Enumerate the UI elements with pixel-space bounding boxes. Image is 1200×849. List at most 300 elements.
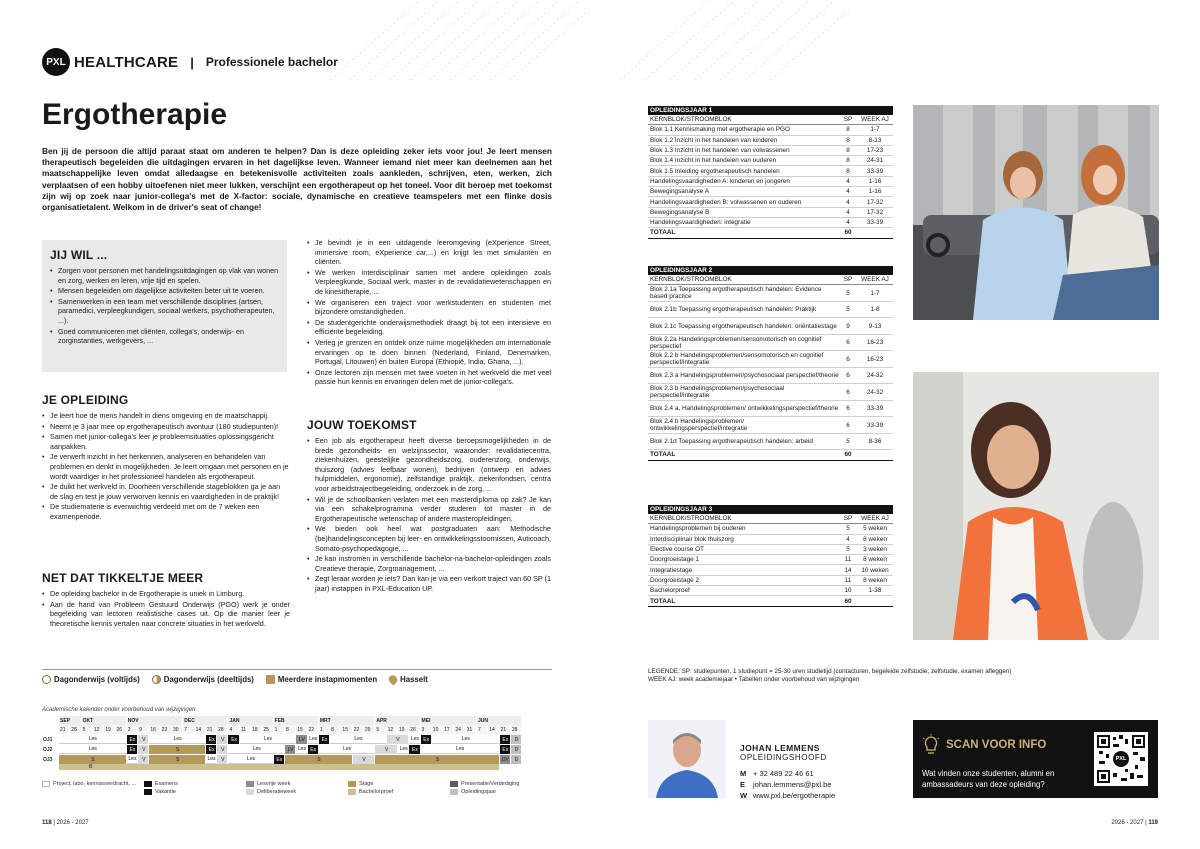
list-item: • De studiematerie is evenwichtig verdeeld met om de 7 weken een examenperiode. xyxy=(42,502,290,521)
list-item: • Samen met junior-collega's leer je probleemsituaties oplossingsgericht aanpakken. xyxy=(42,432,290,451)
table-cell: 6 xyxy=(846,372,850,380)
table-cell: Blok 2.2a Handelingsproblemen/sensomotorisch en cognitief perspectief xyxy=(650,335,822,350)
scan-text: Wat vinden onze studenten, alumni en ambassadeurs van deze opleiding? xyxy=(922,769,1055,789)
list-item: • Goed communiceren met cliënten, collega's, onderwijs- en zorginstanties, werkgevers, ... xyxy=(50,327,279,346)
table-cell: 8-13 xyxy=(868,136,882,144)
location-pin-icon xyxy=(387,673,399,685)
table-title: OPLEIDINGSJAAR 2 xyxy=(648,266,893,275)
calendar-cell: V xyxy=(353,755,376,764)
key-label: Stage xyxy=(359,781,374,787)
je-opleiding-section xyxy=(42,393,290,523)
swatch-icon xyxy=(450,789,458,795)
table-cell: Handelingsvaardigheden A: kinderen en jongeren xyxy=(650,177,790,185)
spacer xyxy=(42,725,59,734)
table-row xyxy=(648,535,893,545)
swatch-icon xyxy=(144,789,152,795)
table-row xyxy=(648,302,893,319)
calendar-cell: Les xyxy=(330,735,387,744)
legend-item xyxy=(389,675,428,684)
footer-years: 2026 - 2027 xyxy=(1111,820,1144,826)
table-cell: SP xyxy=(843,116,853,124)
footer-left: 118 | 2026 - 2027 xyxy=(42,820,89,826)
key-item xyxy=(246,789,348,795)
key-item xyxy=(144,781,246,787)
calendar-cell: V xyxy=(138,755,149,764)
calendar-day: 22 xyxy=(353,725,364,734)
format-legend xyxy=(42,675,428,684)
list-item: • De studentgerichte onderwijsmethodiek draagt bij tot een intensieve en efficiënte begeleiding. xyxy=(307,318,551,337)
calendar-caption: Academische kalender onder voorbehoud van wijzigingen xyxy=(42,707,196,713)
calendar-month: MEI xyxy=(421,716,478,725)
calendar-cell: V xyxy=(138,745,149,754)
section-heading: NET DAT TIKKELTJE MEER xyxy=(42,571,204,585)
list-item: • Een job als ergotherapeut heeft diverse beroepsmogelijkheden in de brede gezondheids- en welzijnssector, waaronder: revalidatiecentra, ziekenhuizen, geestelijke gezondheidszorg, ouderenzorg, onderwijs, thuiszorg (advies leefbaar wonen), bedrijven (ontwerp en advies hulpmiddelen, ergonomie), zelfstandige praktijk, ziekenfondsen, centra voor arbeidstrajectbegeleiding, onderzoek in de zorg, ... xyxy=(307,436,551,494)
calendar-cell: DV xyxy=(500,755,511,764)
table-row xyxy=(648,335,893,352)
scan-heading xyxy=(922,734,1046,756)
table-cell: 8-36 xyxy=(868,438,882,446)
table-row xyxy=(648,208,893,218)
calendar-cell: V xyxy=(217,735,228,744)
calendar-cell: Les xyxy=(128,756,137,762)
table-cell: 10 weken xyxy=(861,566,889,574)
table-cell: Handelingsvaardigheden B: volwassenen en ouderen xyxy=(650,198,802,206)
table-cell: 17-32 xyxy=(866,198,884,206)
table-cell: KERNBLOK/STROOMBLOK xyxy=(650,276,732,284)
table-cell: SP xyxy=(843,515,853,523)
table-year-3 xyxy=(648,505,893,607)
table-cell: 8 xyxy=(846,126,850,134)
key-label: Lesvrije week xyxy=(257,781,291,787)
key-label: Opleidingsjaar xyxy=(461,789,497,795)
web-label: W xyxy=(740,791,748,800)
table-cell: 14 xyxy=(844,566,852,574)
table-cell: Blok 2.3 b Handelingsproblemen/psychosociaal perspectief/integratie xyxy=(650,385,785,400)
table-cell: Blok 2.4 a, Handelingsproblemen/ ontwikkelingsperspectief/theorie xyxy=(650,405,839,413)
key-label: Project, labo, kennisoverdracht, ... xyxy=(53,781,137,787)
table-row xyxy=(648,368,893,385)
calendar-cell: LV xyxy=(296,735,307,744)
table-row xyxy=(648,177,893,187)
scan-info-box xyxy=(913,720,1158,798)
calendar-cell: Ex xyxy=(319,735,330,744)
calendar-cell: Les xyxy=(207,756,216,762)
avatar xyxy=(648,720,726,798)
contact-web xyxy=(740,790,835,801)
calendar-cell: Les xyxy=(432,735,500,744)
list-item: • We organiseren een traject voor werkstudenten en studenten met bijzondere omstandigheden. xyxy=(307,298,551,317)
list-item: • Zegt leraar worden je iets? Dan kan je via een verkort traject van 60 SP (1 jaar) instappen in PXL-Education UP. xyxy=(307,574,551,593)
calendar-cell: Les xyxy=(410,736,419,742)
table-cell: Blok 2.1d Toepassing ergotherapeutisch handelen: arbeid xyxy=(650,438,813,446)
calendar-cell: Ex xyxy=(127,735,138,744)
qr-center-mark: PXL xyxy=(1115,756,1127,762)
contact-block xyxy=(740,743,835,801)
calendar-day: 26 xyxy=(115,725,126,734)
table-header-row xyxy=(648,115,893,125)
calendar-day: 18 xyxy=(251,725,262,734)
table-row xyxy=(648,565,893,575)
calendar-day: 14 xyxy=(488,725,499,734)
table-cell: WEEK AJ xyxy=(861,276,889,284)
calendar-cell: D xyxy=(511,735,522,744)
table-row xyxy=(648,434,893,451)
list-item: • Je duikt het werkveld in. Doorheen verschillende stageblokken ga je aan de slag en test je jouw verworven kennis en vaardigheden in de praktijk! xyxy=(42,482,290,501)
key-label: Examens xyxy=(155,781,178,787)
table-cell: 6 xyxy=(846,405,850,413)
table-cell: Handelingsproblemen bij ouderen xyxy=(650,525,746,533)
calendar-cell: Les xyxy=(309,736,318,742)
table-cell: 6 xyxy=(846,339,850,347)
table-total-row xyxy=(648,596,893,606)
legend-item xyxy=(266,675,377,684)
table-cell: TOTAAL xyxy=(650,451,676,459)
list-item: • Mensen begeleiden om dagelijkse activiteiten beter uit te voeren. xyxy=(50,286,279,296)
table-cell: Bachelorproef xyxy=(650,587,690,595)
calendar-day: 24 xyxy=(454,725,465,734)
calendar-month: APR xyxy=(375,716,420,725)
calendar-day: 30 xyxy=(172,725,183,734)
table-header-row xyxy=(648,514,893,524)
page-title: Ergotherapie xyxy=(42,98,228,131)
calendar-cell: Ex xyxy=(206,745,217,754)
phone-label: M xyxy=(740,769,747,778)
table-cell: 16-23 xyxy=(866,355,884,363)
table-cell: 5 weken xyxy=(863,525,887,533)
calendar-cell: Les xyxy=(319,745,376,754)
calendar-key xyxy=(42,781,552,795)
table-cell: 60 xyxy=(844,229,852,237)
calendar-day: 15 xyxy=(296,725,307,734)
table-cell: 8 xyxy=(846,147,850,155)
web-link[interactable]: www.pxl.be/ergotherapie xyxy=(753,791,836,800)
table-row xyxy=(648,417,893,434)
table-cell: KERNBLOK/STROOMBLOK xyxy=(650,515,732,523)
list-item: • Aan de hand van Probleem Gestuurd Onderwijs (PGO) werk je onder begeleiding van lectoren realistische cases uit. Op die manier leer je theoretische kennis vertalen naar concrete situaties in het werkveld. xyxy=(42,600,290,629)
table-cell: 3 weken xyxy=(863,546,887,554)
table-cell: 4 xyxy=(846,535,850,543)
jouw-toekomst-section xyxy=(307,418,551,595)
legend-label: Dagonderwijs (deeltijds) xyxy=(163,675,254,684)
key-item xyxy=(348,789,450,795)
table-cell: 5 xyxy=(846,546,850,554)
divider xyxy=(42,669,552,670)
calendar-cell: Les xyxy=(228,755,273,764)
table-cell: 4 xyxy=(846,219,850,227)
key-label: Vakantie xyxy=(155,789,176,795)
table-cell: Blok 1.5 Inleiding ergotherapeutisch handelen xyxy=(650,167,780,175)
calendar-month: DEC xyxy=(183,716,228,725)
calendar-icon xyxy=(266,675,275,684)
calendar-day: 7 xyxy=(183,725,194,734)
contact-email xyxy=(740,779,835,790)
table-cell: 5 xyxy=(846,525,850,533)
swatch-icon xyxy=(144,781,152,787)
legend-line: LEGENDE: SP: studiepunten, 1 studiepunt = 25-30 uren studietijd (contacturen, begeleide zelfstudie, zelfstudie, examen afleggen) xyxy=(648,668,1012,675)
section-heading: JOUW TOEKOMST xyxy=(307,418,417,432)
legend-label: Dagonderwijs (voltijds) xyxy=(54,675,140,684)
table-cell: 1-38 xyxy=(868,587,882,595)
column-2-list xyxy=(307,238,551,388)
jij-wil-box xyxy=(42,240,287,372)
table-cell: 11 xyxy=(844,576,852,584)
calendar-cell: Ex xyxy=(409,745,420,754)
calendar-day-row xyxy=(42,725,552,734)
calendar-cell: Les xyxy=(59,745,127,754)
table-cell: Blok 2.4 b Handelingsproblemen/ ontwikkelingsperspectief/integratie xyxy=(650,418,748,433)
photo-student-orange-blazer xyxy=(913,372,1159,640)
table-row xyxy=(648,156,893,166)
table-legend xyxy=(648,668,1128,684)
table-row xyxy=(648,166,893,176)
calendar-day: 25 xyxy=(262,725,273,734)
table-row xyxy=(648,285,893,302)
table-cell: Bewegingsanalyse A xyxy=(650,188,709,196)
list-item: • Zorgen voor personen met handelingsuitdagingen op vlak van wonen en zorg, werken en leren, vrije tijd en spelen. xyxy=(50,266,279,285)
calendar-day: 2 xyxy=(127,725,138,734)
table-cell: 60 xyxy=(844,451,852,459)
table-cell: 6 xyxy=(846,355,850,363)
calendar-day: 5 xyxy=(375,725,386,734)
calendar-row xyxy=(42,735,552,744)
half-circle-icon xyxy=(152,675,161,684)
calendar-day: 4 xyxy=(228,725,239,734)
table-year-2 xyxy=(648,266,893,461)
calendar-cell: LV xyxy=(285,745,296,754)
table-cell: Blok 1.3 Inzicht in het handelen van volwassenen xyxy=(650,147,790,155)
calendar-cell: Ex xyxy=(500,745,511,754)
table-cell: 4 xyxy=(846,177,850,185)
calendar-day: 21 xyxy=(206,725,217,734)
calendar-day: 17 xyxy=(443,725,454,734)
page-number: 118 xyxy=(42,820,52,826)
list-item: • Je verwerft inzicht in het herkennen, analyseren en behandelen van problemen en denkt in mogelijkheden. Je leert omgaan met personen en je wordt vaardiger in het professioneel handelen als ergotherapeut. xyxy=(42,452,290,481)
swatch-icon xyxy=(246,781,254,787)
table-cell: 11 xyxy=(844,556,852,564)
contact-function: OPLEIDINGSHOOFD xyxy=(740,753,827,762)
calendar-cell: Ex xyxy=(500,735,511,744)
key-item xyxy=(42,781,144,787)
table-cell: Blok 2.1c Toepassing ergotherapeutisch handelen: oriëntatiestage xyxy=(650,322,837,330)
calendar-month: NOV xyxy=(127,716,184,725)
calendar-day: 26 xyxy=(409,725,420,734)
table-cell: Handelingsvaardigheden: integratie xyxy=(650,219,751,227)
table-cell: KERNBLOK/STROOMBLOK xyxy=(650,116,732,124)
legend-label: Hasselt xyxy=(400,675,428,684)
table-cell: 10 xyxy=(844,587,852,595)
header-logo xyxy=(42,48,338,76)
calendar-cell: Ex xyxy=(206,735,217,744)
table-title: OPLEIDINGSJAAR 1 xyxy=(648,106,893,115)
calendar-month: JUN xyxy=(477,716,522,725)
table-cell: Blok 2.1b Toepassing ergotherapeutisch handelen: Praktijk xyxy=(650,306,817,314)
calendar-cell: Ex xyxy=(127,745,138,754)
calendar-bachelor-row xyxy=(42,764,552,770)
table-row xyxy=(648,545,893,555)
table-cell: 1-16 xyxy=(868,177,882,185)
calendar-day: 11 xyxy=(240,725,251,734)
table-cell: 1-16 xyxy=(868,188,882,196)
table-cell: Bewegingsanalyse B xyxy=(650,208,710,216)
list-item: • Wil je de schoolbanken verlaten met een masterdiploma op zak? Je kan via een schakelprogramma verder studeren tot master in de Ergotherapeutische wetenschap of andere masteropleidingen. xyxy=(307,495,551,524)
table-cell: WEEK AJ xyxy=(861,515,889,523)
table-cell: 6 xyxy=(846,421,850,429)
decorative-lines xyxy=(620,0,850,80)
table-cell: 1-7 xyxy=(870,126,880,134)
calendar-month: OKT xyxy=(82,716,127,725)
calendar-day: 14 xyxy=(195,725,206,734)
calendar-cell: D xyxy=(511,755,522,764)
calendar-day: 7 xyxy=(477,725,488,734)
table-total-row xyxy=(648,228,893,238)
calendar-day: 28 xyxy=(217,725,228,734)
table-row xyxy=(648,401,893,418)
table-year-1 xyxy=(648,106,893,239)
list-item: • De opleiding bachelor in de Ergotherapie is uniek in Limburg. xyxy=(42,589,290,599)
table-cell: 5 xyxy=(846,289,850,297)
email-label: E xyxy=(740,780,746,789)
table-cell: 1-8 xyxy=(870,306,880,314)
calendar-row xyxy=(42,755,552,764)
table-cell: 1-7 xyxy=(870,289,880,297)
table-cell: 8 weken xyxy=(863,556,887,564)
table-cell: SP xyxy=(843,276,853,284)
swatch-icon xyxy=(348,781,356,787)
table-cell: 33-39 xyxy=(866,167,884,175)
table-total-row xyxy=(648,450,893,460)
header-subtitle: Professionele bachelor xyxy=(205,55,338,69)
calendar-cell: Ex xyxy=(228,735,239,744)
calendar-day: 1 xyxy=(274,725,285,734)
key-item xyxy=(450,789,552,795)
table-row xyxy=(648,146,893,156)
legend-label: Meerdere instapmomenten xyxy=(277,675,378,684)
list-item: • Onze lectoren zijn mensen met twee voeten in het werkveld die met veel passie hun kennis en ervaringen delen met de junior-collega's. xyxy=(307,368,551,387)
swatch-icon xyxy=(246,789,254,795)
table-cell: Blok 2.1a Toepassing ergotherapeutisch handelen: Evidence based practice xyxy=(650,286,822,301)
calendar-day: 5 xyxy=(82,725,93,734)
calendar-day: 1 xyxy=(319,725,330,734)
table-row xyxy=(648,318,893,335)
calendar-day: 28 xyxy=(70,725,81,734)
calendar-row-label: OJ3 xyxy=(42,755,59,764)
table-cell: WEEK AJ xyxy=(861,116,889,124)
table-cell: 4 xyxy=(846,198,850,206)
logo-word: HEALTHCARE xyxy=(74,53,179,71)
swatch-icon xyxy=(348,789,356,795)
table-cell: 17-23 xyxy=(866,147,884,155)
page-number: 119 xyxy=(1148,820,1158,826)
table-cell: Interdisciplinair blok thuiszorg xyxy=(650,535,734,543)
table-cell: TOTAAL xyxy=(650,597,676,605)
table-header-row xyxy=(648,275,893,285)
table-cell: Integratiestage xyxy=(650,566,693,574)
table-cell: 8 xyxy=(846,167,850,175)
swatch-icon xyxy=(42,781,50,787)
calendar-cell: Ex xyxy=(308,745,319,754)
tikkeltje-section xyxy=(42,571,290,629)
table-cell: Blok 1.4 Inzicht in het handelen van ouderen xyxy=(650,157,777,165)
legend-line: WEEK AJ: week academiejaar • Tabellen onder voorbehoud van wijzigingen xyxy=(648,676,860,683)
pxl-logo-mark: PXL xyxy=(42,48,70,76)
calendar-day: 12 xyxy=(93,725,104,734)
calendar-day: 10 xyxy=(432,725,443,734)
calendar-day: 15 xyxy=(341,725,352,734)
email-link[interactable]: johan.lemmens@pxl.be xyxy=(753,780,832,789)
table-cell: Doorgroeistage 2 xyxy=(650,576,700,584)
table-cell: 33-39 xyxy=(866,421,884,429)
calendar-cell: Les xyxy=(399,746,408,752)
table-row xyxy=(648,576,893,586)
calendar-cell: S xyxy=(59,755,127,764)
table-cell: 24-32 xyxy=(866,388,884,396)
list-item: • Je kan instromen in verschillende bachelor-na-bachelor-opleidingen zoals Creatieve therapie, Zorgmanagement, ... xyxy=(307,554,551,573)
contact-phone xyxy=(740,768,835,779)
table-row xyxy=(648,136,893,146)
calendar-cell: Les xyxy=(297,746,306,752)
spacer xyxy=(42,716,59,725)
key-label: Deliberatieweek xyxy=(257,789,297,795)
calendar-cell: Les xyxy=(421,745,500,754)
list-item: • Je leert hoe de mens handelt in diens omgeving en de maatschappij. xyxy=(42,411,290,421)
list-item: • Neemt je 3 jaar mee op ergotherapeutisch avontuur (180 studiepunten)! xyxy=(42,422,290,432)
list-item: • Samenwerken in een team met verschillende disciplines (artsen, paramedici, verpleegkundigen, sociaal werkers, psychotherapeuten, ...). xyxy=(50,297,279,326)
calendar-cell: V xyxy=(387,735,410,744)
calendar-cell: V xyxy=(138,735,149,744)
section-heading: JIJ WIL ... xyxy=(50,248,108,262)
legend-item xyxy=(42,675,140,684)
calendar-day: 8 xyxy=(330,725,341,734)
table-cell: 24-31 xyxy=(866,157,884,165)
calendar-cell: V xyxy=(375,745,398,754)
contact-name: JOHAN LEMMENS xyxy=(740,743,820,753)
scan-heading-text: SCAN VOOR INFO xyxy=(946,739,1047,751)
table-cell: 5 xyxy=(846,438,850,446)
table-cell: 60 xyxy=(844,597,852,605)
list-item: • Verleg je grenzen en ontdek onze ruime mogelijkheden om internationale ervaringen op te doen binnen (Nederland, Finland, Denemarken, Portugal, Litouwen) én buiten Europa (Ethiopië, India, Ghana, ...). xyxy=(307,338,551,367)
key-item xyxy=(348,781,450,787)
phone-value[interactable]: + 32 489 22 46 61 xyxy=(753,769,814,778)
swatch-icon xyxy=(450,781,458,787)
calendar-cell: S xyxy=(149,745,206,754)
calendar-cell: V xyxy=(217,745,228,754)
table-cell: Blok 1.1 Kennismaking met ergotherapie en PGO xyxy=(650,126,790,134)
table-cell: 4 xyxy=(846,208,850,216)
table-cell: 4 xyxy=(846,188,850,196)
table-cell: 8 xyxy=(846,157,850,165)
calendar-day: 29 xyxy=(364,725,375,734)
table-row xyxy=(648,524,893,534)
table-cell: Elective course OT xyxy=(650,546,704,554)
table-row xyxy=(648,218,893,228)
calendar-day: 19 xyxy=(104,725,115,734)
table-cell: 9 xyxy=(846,322,850,330)
lightbulb-icon xyxy=(922,734,940,756)
calendar-cell: Ex xyxy=(421,735,432,744)
calendar-cell: Ex xyxy=(274,755,285,764)
calendar-cell: Les xyxy=(149,735,206,744)
calendar-cell: D xyxy=(511,745,522,754)
calendar-cell: S xyxy=(375,755,499,764)
decorative-lines xyxy=(330,0,590,80)
table-cell: Blok 2.2 b Handelingsproblemen/sensomotorisch en cognitief perspectief/integratie xyxy=(650,352,824,367)
key-item xyxy=(144,789,246,795)
footer-years: 2026 - 2027 xyxy=(56,820,89,826)
calendar-month-row xyxy=(42,716,552,725)
intro-text: Ben jij de persoon die altijd paraat staat om anderen te helpen? Dan is deze opleiding zeker iets voor jou! Je leert mensen therapeutisch begeleiden die uitdagingen ervaren in het dagelijkse leven. Wanneer iemand niet meer kan deelnemen aan het maatschappelijke leven omdat alledaagse en betekenisvolle activiteiten zoals aankleden, schrijven, eten, werken, zich verplaatsen of een hobby uitoefenen niet meer lukken, verschijnt een ergotherapeut op het toneel. Voor dit beroep met toekomst zijn wij op zoek naar junior-collega's met de X-factor: sociale, dynamische en creatieve teamspelers met een flinke dosis organisatietalent. Welkom in de driver's seat of change! xyxy=(42,146,552,213)
qr-code[interactable] xyxy=(1094,732,1148,786)
section-heading: JE OPLEIDING xyxy=(42,393,129,407)
